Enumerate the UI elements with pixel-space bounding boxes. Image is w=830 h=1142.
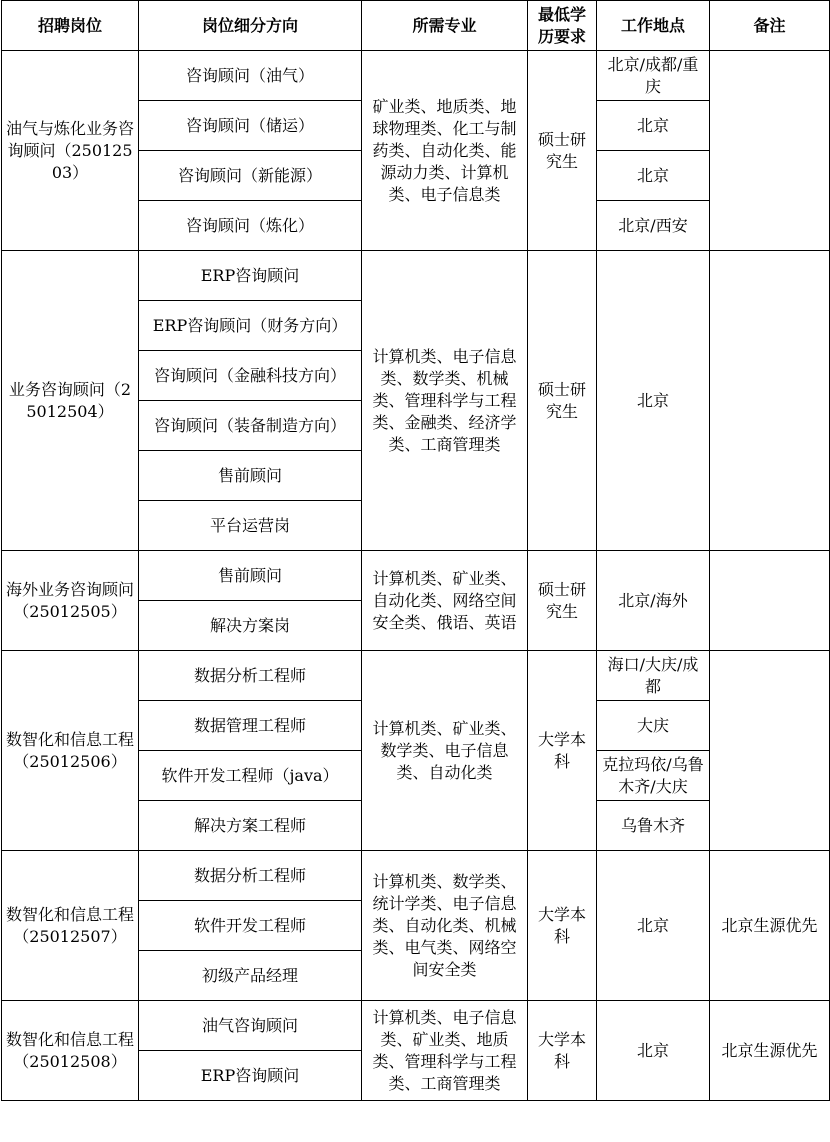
sub-direction-cell: 咨询顾问（金融科技方向） [139, 351, 362, 401]
location-cell: 乌鲁木齐 [597, 801, 710, 851]
major-cell: 计算机类、电子信息类、数学类、机械类、管理科学与工程类、金融类、经济学类、工商管理类 [362, 251, 528, 551]
sub-direction-cell: 油气咨询顾问 [139, 1001, 362, 1051]
header-education: 最低学历要求 [528, 1, 597, 51]
recruitment-table [1, 0, 830, 1101]
education-cell: 大学本科 [528, 851, 597, 1001]
table-row [2, 1001, 830, 1051]
sub-direction-cell: ERP咨询顾问 [139, 251, 362, 301]
sub-direction-cell: ERP咨询顾问（财务方向） [139, 301, 362, 351]
education-cell: 硕士研究生 [528, 251, 597, 551]
location-cell: 北京/成都/重庆 [597, 51, 710, 101]
location-cell: 北京 [597, 251, 710, 551]
sub-direction-cell: 咨询顾问（装备制造方向） [139, 401, 362, 451]
table-row [2, 851, 830, 901]
sub-direction-cell: 咨询顾问（炼化） [139, 201, 362, 251]
sub-direction-cell: 咨询顾问（新能源） [139, 151, 362, 201]
sub-direction-cell: 解决方案岗 [139, 601, 362, 651]
sub-direction-cell: 咨询顾问（储运） [139, 101, 362, 151]
table-row [2, 51, 830, 101]
sub-direction-cell: 售前顾问 [139, 451, 362, 501]
sub-direction-cell: 咨询顾问（油气） [139, 51, 362, 101]
location-cell: 大庆 [597, 701, 710, 751]
remark-cell: 北京生源优先 [710, 1001, 830, 1101]
position-cell: 数智化和信息工程（25012507） [2, 851, 139, 1001]
remark-cell: 北京生源优先 [710, 851, 830, 1001]
position-cell: 油气与炼化业务咨询顾问（25012503） [2, 51, 139, 251]
location-cell: 克拉玛依/乌鲁木齐/大庆 [597, 751, 710, 801]
remark-cell [710, 551, 830, 651]
position-cell: 数智化和信息工程（25012506） [2, 651, 139, 851]
location-cell: 北京 [597, 101, 710, 151]
sub-direction-cell: ERP咨询顾问 [139, 1051, 362, 1101]
sub-direction-cell: 解决方案工程师 [139, 801, 362, 851]
education-cell: 大学本科 [528, 1001, 597, 1101]
table-row [2, 551, 830, 601]
table-row [2, 251, 830, 301]
remark-cell [710, 251, 830, 551]
location-cell: 海口/大庆/成都 [597, 651, 710, 701]
major-cell: 计算机类、电子信息类、矿业类、地质类、管理科学与工程类、工商管理类 [362, 1001, 528, 1101]
education-cell: 硕士研究生 [528, 551, 597, 651]
header-row [2, 1, 830, 51]
location-cell: 北京 [597, 151, 710, 201]
position-cell: 数智化和信息工程（25012508） [2, 1001, 139, 1101]
header-location: 工作地点 [597, 1, 710, 51]
location-cell: 北京/西安 [597, 201, 710, 251]
major-cell: 矿业类、地质类、地球物理类、化工与制药类、自动化类、能源动力类、计算机类、电子信息类 [362, 51, 528, 251]
header-remark: 备注 [710, 1, 830, 51]
location-cell: 北京/海外 [597, 551, 710, 651]
header-position: 招聘岗位 [2, 1, 139, 51]
remark-cell [710, 651, 830, 851]
education-cell: 硕士研究生 [528, 51, 597, 251]
location-cell: 北京 [597, 851, 710, 1001]
sub-direction-cell: 初级产品经理 [139, 951, 362, 1001]
position-cell: 海外业务咨询顾问（25012505） [2, 551, 139, 651]
education-cell: 大学本科 [528, 651, 597, 851]
sub-direction-cell: 数据分析工程师 [139, 851, 362, 901]
sub-direction-cell: 软件开发工程师（java） [139, 751, 362, 801]
sub-direction-cell: 平台运营岗 [139, 501, 362, 551]
sub-direction-cell: 售前顾问 [139, 551, 362, 601]
major-cell: 计算机类、矿业类、自动化类、网络空间安全类、俄语、英语 [362, 551, 528, 651]
sub-direction-cell: 数据分析工程师 [139, 651, 362, 701]
remark-cell [710, 51, 830, 251]
major-cell: 计算机类、数学类、统计学类、电子信息类、自动化类、机械类、电气类、网络空间安全类 [362, 851, 528, 1001]
location-cell: 北京 [597, 1001, 710, 1101]
position-cell: 业务咨询顾问（25012504） [2, 251, 139, 551]
header-sub-direction: 岗位细分方向 [139, 1, 362, 51]
sub-direction-cell: 数据管理工程师 [139, 701, 362, 751]
sub-direction-cell: 软件开发工程师 [139, 901, 362, 951]
major-cell: 计算机类、矿业类、数学类、电子信息类、自动化类 [362, 651, 528, 851]
table-row [2, 651, 830, 701]
header-major: 所需专业 [362, 1, 528, 51]
